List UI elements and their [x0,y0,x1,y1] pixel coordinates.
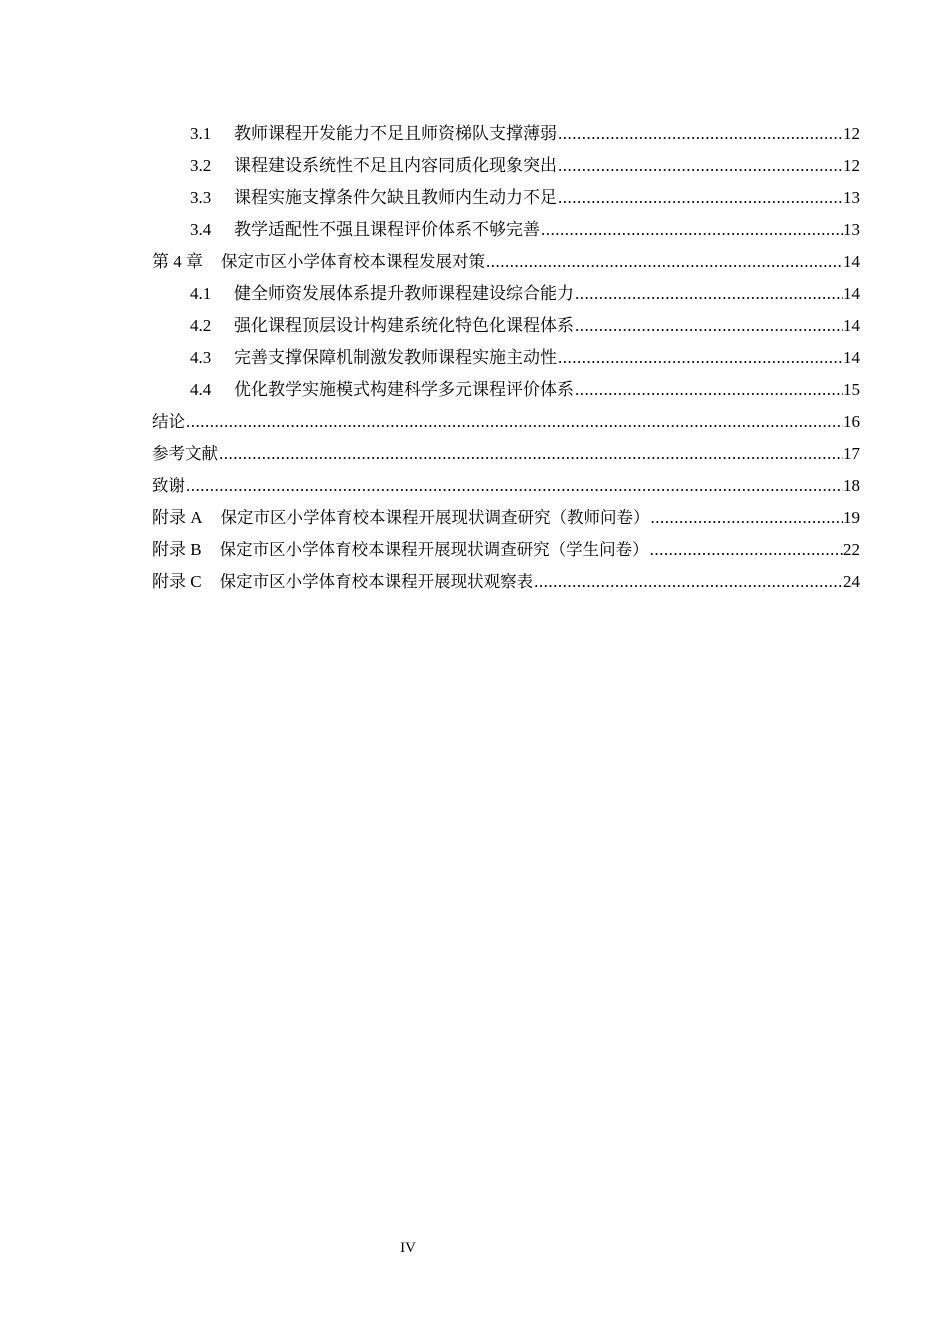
page-number: IV [400,1240,416,1256]
toc-entry-acknowledgements[interactable] [152,470,860,502]
toc-dot-leader [557,342,843,374]
toc-entry-number: 4.2 [190,316,212,335]
toc-entry-page: 14 [843,252,860,271]
toc-entry-4-4[interactable] [152,374,860,406]
toc-entry-3-4[interactable] [152,214,860,246]
toc-entry-title: 课程建设系统性不足且内容同质化现象突出 [234,156,557,175]
toc-entry-number: 附录 C [152,572,202,591]
toc-dot-leader [185,406,843,438]
toc-dot-leader [574,374,843,406]
toc-entry-number: 3.4 [190,220,212,239]
toc-entry-number: 4.3 [190,348,212,367]
toc-entry-title: 结论 [152,412,185,431]
toc-entry-title: 保定市区小学体育校本课程开展现状调查研究（学生问卷） [219,540,649,559]
toc-dot-leader [218,438,843,470]
toc-dot-leader [649,534,843,566]
toc-entry-page: 18 [843,476,860,495]
toc-dot-leader [650,502,843,534]
toc-entry-title: 教师课程开发能力不足且师资梯队支撑薄弱 [234,124,557,143]
toc-entry-page: 16 [843,412,860,431]
toc-entry-page: 14 [843,316,860,335]
toc-entry-page: 12 [843,124,860,143]
toc-entry-page: 17 [843,444,860,463]
toc-entry-number: 第 4 章 [152,252,203,271]
toc-entry-title: 保定市区小学体育校本课程开展现状调查研究（教师问卷） [220,508,650,527]
toc-entry-page: 14 [843,284,860,303]
toc-entry-title: 完善支撑保障机制激发教师课程实施主动性 [234,348,557,367]
toc-entry-page: 22 [843,540,860,559]
toc-entry-3-2[interactable] [152,150,860,182]
toc-dot-leader [185,470,843,502]
toc-entry-page: 14 [843,348,860,367]
toc-dot-leader [574,278,843,310]
toc-entry-conclusion[interactable] [152,406,860,438]
toc-dot-leader [557,118,843,150]
toc-dot-leader [533,566,843,598]
toc-dot-leader [540,214,843,246]
toc-entry-title: 致谢 [152,476,185,495]
toc-entry-title: 保定市区小学体育校本课程开展现状观察表 [219,572,534,591]
toc-entry-4-2[interactable] [152,310,860,342]
toc-entry-page: 13 [843,220,860,239]
toc-entry-number: 3.3 [190,188,212,207]
toc-entry-title: 健全师资发展体系提升教师课程建设综合能力 [234,284,574,303]
toc-entry-title: 参考文献 [152,444,218,463]
toc-entry-4-1[interactable] [152,278,860,310]
toc-entry-number: 4.1 [190,284,212,303]
toc-dot-leader [574,310,843,342]
toc-entry-number: 附录 B [152,540,202,559]
toc-entry-appendix-a[interactable] [152,502,860,534]
toc-entry-number: 4.4 [190,380,212,399]
toc-entry-title: 保定市区小学体育校本课程发展对策 [221,252,485,271]
toc-entry-3-1[interactable] [152,118,860,150]
toc-entry-page: 19 [843,508,860,527]
toc-entry-number: 附录 A [152,508,203,527]
toc-entry-4-3[interactable] [152,342,860,374]
toc-entry-chapter-4[interactable] [152,246,860,278]
toc-entry-page: 24 [843,572,860,591]
toc-entry-page: 15 [843,380,860,399]
toc-entry-title: 课程实施支撑条件欠缺且教师内生动力不足 [234,188,557,207]
toc-entry-appendix-b[interactable] [152,534,860,566]
toc-entry-title: 强化课程顶层设计构建系统化特色化课程体系 [234,316,574,335]
toc-entry-title: 教学适配性不强且课程评价体系不够完善 [234,220,540,239]
table-of-contents [152,118,860,598]
toc-entry-page: 13 [843,188,860,207]
toc-entry-title: 优化教学实施模式构建科学多元课程评价体系 [234,380,574,399]
toc-entry-page: 12 [843,156,860,175]
toc-entry-number: 3.1 [190,124,212,143]
toc-dot-leader [485,246,843,278]
toc-dot-leader [557,150,843,182]
toc-entry-number: 3.2 [190,156,212,175]
toc-entry-references[interactable] [152,438,860,470]
toc-entry-appendix-c[interactable] [152,566,860,598]
toc-dot-leader [557,182,843,214]
toc-entry-3-3[interactable] [152,182,860,214]
